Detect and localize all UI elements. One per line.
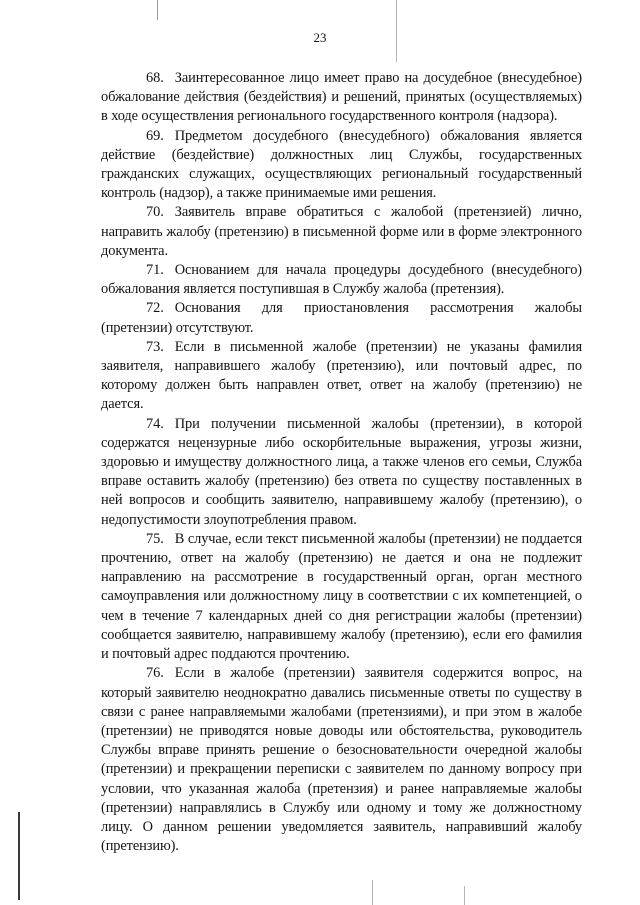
scan-artifact-line [372,880,373,905]
scan-artifact-line [157,0,158,20]
paragraph-73 [101,338,582,415]
paragraph-75 [101,530,582,664]
paragraph-69 [101,127,582,204]
page-number: 23 [313,30,327,45]
paragraph-text: Если в жалобе (претензии) заявителя содержится вопрос, на который заявителю неоднократно давались письменные ответы по существу в связи с ранее направляемыми жалобами (претензиями), и при этом в жалобе (претензии) не приводятся новые доводы или обстоятельства, руководитель Службы вправе принять решение о безосновательности очередной жалобы (претензии) и прекращении переписки с заявителем по данному вопросу при условии, что указанная жалоба (претензия) и ранее направляемые жалобы (претензии) направлялись в Службу или одному и тому же должностному лицу. О данном решении уведомляется заявитель, направивший жалобу (претензию). [101,665,582,855]
paragraph-number: 68. [146,70,164,86]
paragraph-number: 69. [146,127,164,144]
paragraph-71 [101,261,582,299]
paragraph-text: Заинтересованное лицо имеет право на досудебное (внесудебное) обжалование действия (бездействия) и решений, принятых (осуществляемых) в ходе осуществления регионального государственного контроля (надзора). [101,70,582,125]
paragraph-number: 72. [146,300,164,317]
paragraph-72 [101,299,582,337]
document-body [101,69,582,856]
paragraph-74 [101,415,582,530]
paragraph-76 [101,664,582,856]
paragraph-text: В случае, если текст письменной жалобы (претензии) не поддается прочтению, ответ на жалобу (претензию) не дается и она не подлежит направлению на рассмотрение в государственный орган, орган местного самоуправления или должностному лицу в соответствии с их компетенцией, о чем в течение 7 календарных дней со дня регистрации жалобы (претензии) сообщается заявителю, направившему жалобу (претензию), если его фамилия и почтовый адрес поддаются прочтению. [101,530,582,663]
paragraph-text: Предметом досудебного (внесудебного) обжалования является действие (бездействие) должностных лиц Службы, государственных гражданских служащих, осуществляющих региональный государственный контроль (надзор), а также принимаемые ими решения. [101,127,582,202]
paragraph-number: 73. [146,338,164,355]
paragraph-number: 75. [146,530,164,547]
paragraph-68 [101,69,582,127]
paragraph-number: 74. [146,415,164,432]
scan-artifact-line [464,886,465,905]
paragraph-text: Основанием для начала процедуры досудебного (внесудебного) обжалования является поступившая в Службу жалоба (претензия). [101,262,582,298]
paragraph-number: 70. [146,204,164,221]
paragraph-text: Основания для приостановления рассмотрения жалобы (претензии) отсутствуют. [101,300,582,336]
paragraph-text: Если в письменной жалобе (претензии) не указаны фамилия заявителя, направившего жалобу (претензию), или почтовый адрес, по которому должен быть направлен ответ, ответ на жалобу (претензию) не дается. [101,338,582,413]
scan-artifact-edge [18,812,20,900]
paragraph-number: 76. [146,665,164,682]
paragraph-70 [101,203,582,261]
paragraph-number: 71. [146,262,164,279]
paragraph-text: При получении письменной жалобы (претензии), в которой содержатся нецензурные либо оскорбительные выражения, угрозы жизни, здоровью и имуществу должностного лица, а также членов его семьи, Служба вправе оставить жалобу (претензию) без ответа по существу поставленных в ней вопросов и сообщить заявителю, направившему жалобу (претензию), о недопустимости злоупотребления правом. [101,415,582,528]
paragraph-text: Заявитель вправе обратиться с жалобой (претензией) лично, направить жалобу (претензию) в письменной форме или в форме электронного документа. [101,204,582,259]
